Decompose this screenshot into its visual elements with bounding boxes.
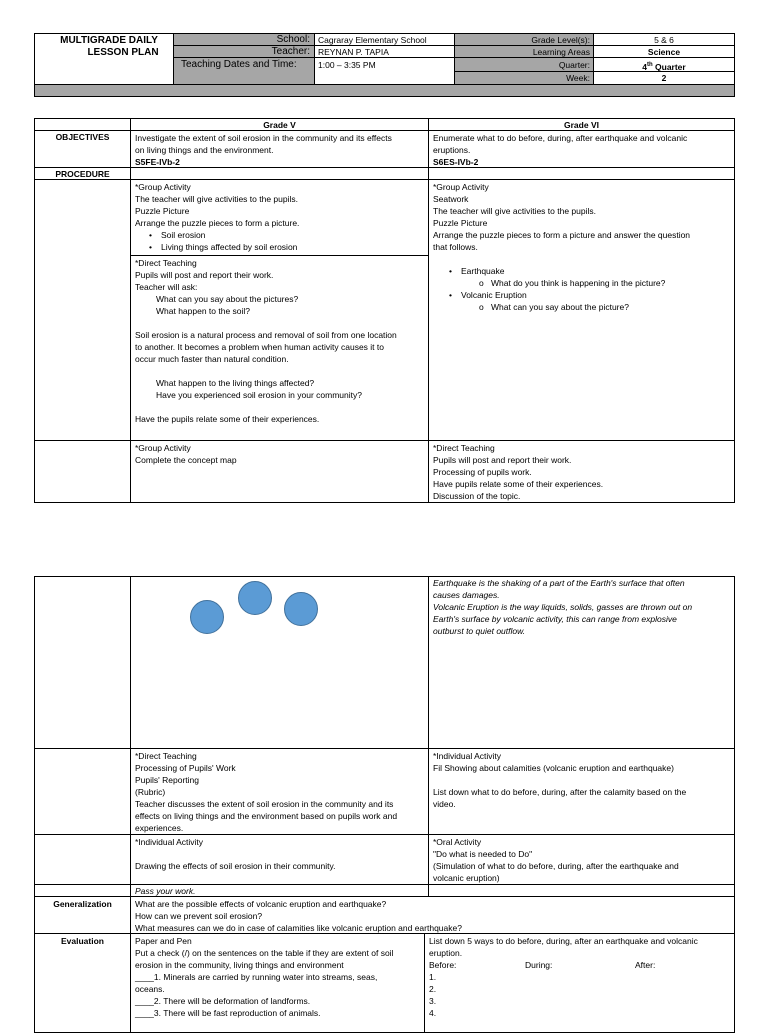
t2-blank-left-2 [34,748,131,835]
g6-oral-line: "Do what is needed to Do" [433,849,533,859]
g6-individual-line: *Individual Activity [433,751,502,761]
g5-direct2-line: *Direct Teaching [135,751,197,761]
definition-line: Earth's surface by volcanic activity, this can range from explosive [433,614,677,624]
g6-direct-line: Discussion of the topic. [433,491,521,501]
eval6-after: After: [635,960,656,970]
g5-direct-line: *Direct Teaching [135,258,197,268]
g5-question: Have you experienced soil erosion in your community? [156,390,362,400]
g5-direct-teaching [130,255,429,441]
g5-direct-line: Teacher will ask: [135,282,198,292]
g5-activity-line: *Group Activity [135,182,191,192]
g5-concept-line: *Group Activity [135,443,191,453]
g5-direct2-line: Teacher discusses the extent of soil erosion in the community and its [135,799,394,809]
g5-paragraph-line: Soil erosion is a natural process and removal of soil from one location [135,330,397,340]
g6-individual-line: List down what to do before, during, after the calamity based on the [433,787,687,797]
definition-line: Earthquake is the shaking of a part of the Earth's surface that often [433,578,685,588]
obj6-line: Enumerate what to do before, during, after earthquake and volcanic [433,133,688,143]
eval5-line: ____1. Minerals are carried by running water into streams, seas, [135,972,378,982]
objectives-grade6 [428,130,735,168]
g5-direct-line: Pupils will post and report their work. [135,270,274,280]
areas-value: Science [647,47,681,57]
school-value: Cagraray Elementary School [318,35,427,45]
g6-activity-line: The teacher will give activities to the pupils. [433,206,596,216]
eval6-num: 2. [429,984,437,994]
g6-sub-item: o What do you think is happening in the picture? [479,278,666,288]
g6-oral-line: volcanic eruption) [433,873,500,883]
g6-group-activity [428,179,735,441]
week-label-cell [454,71,594,85]
obj6-code: S6ES-IVb-2 [433,157,479,167]
g5-direct2-line: Pupils' Reporting [135,775,199,785]
obj5-code: S5FE-IVb-2 [135,157,180,167]
eval5-line: Put a check (/) on the sentences on the table if they are extent of soil [135,948,394,958]
g6-bullet-item: • Earthquake [449,266,505,276]
g5-direct2-line: (Rubric) [135,787,166,797]
objectives-grade5 [130,130,429,168]
g6-bullet-item: • Volcanic Eruption [449,290,527,300]
g6-individual-line: video. [433,799,456,809]
obj6-line: eruptions. [433,145,471,155]
eval6-num: 1. [429,972,437,982]
concept-map-circle [238,581,272,615]
g5-concept-map-diagram [130,576,429,749]
dates-value-cell [314,57,455,85]
grade-label: Grade Level(s): [531,35,590,45]
week-label: Week: [566,73,590,83]
g5-question: What happen to the soil? [156,306,251,316]
g6-oral-line: (Simulation of what to do before, during, after the earthquake and [433,861,679,871]
pass-work: Pass your work. [130,884,429,897]
dates-label: Teaching Dates and Time: [181,59,297,70]
g6-individual-activity [428,748,735,835]
teacher-label: Teacher: [271,46,310,57]
eval6-before: Before: [429,960,457,970]
header-title-line1: MULTIGRADE DAILY [60,35,158,46]
g5-direct-teaching-2 [130,748,429,835]
t2-blank-left-3 [34,834,131,885]
g6-activity-line: Arrange the puzzle pieces to form a picture and answer the question [433,230,691,240]
dates-value: 1:00 – 3:35 PM [318,60,376,70]
g6-activity-line: Seatwork [433,194,469,204]
t1-blank-left-1 [34,179,131,441]
eval6-during: During: [525,960,553,970]
g5-direct2-line: effects on living things and the environment based on pupils work and [135,811,398,821]
g6-activity-line: *Group Activity [433,182,489,192]
g5-activity-line: Puzzle Picture [135,206,190,216]
g5-question: What happen to the living things affected? [156,378,315,388]
t2-blank-left-1 [34,576,131,749]
g5-direct2-line: experiences. [135,823,184,833]
quarter-label-cell [454,57,594,72]
quarter-label: Quarter: [558,60,590,70]
eval5-line: erosion in the community, living things and environment [135,960,344,970]
week-value: 2 [661,73,667,83]
g6-direct-line: Pupils will post and report their work. [433,455,572,465]
g6-sub-item: o What can you say about the picture? [479,302,629,312]
eval5-line: Paper and Pen [135,936,192,946]
quarter-value: 4th Quarter [642,61,686,72]
g5-activity-line: Arrange the puzzle pieces to form a picture. [135,218,300,228]
g6-oral-activity [428,834,735,885]
eval6-num: 4. [429,1008,437,1018]
obj5-line: Investigate the extent of soil erosion in the community and its effects [135,133,392,143]
school-label: School: [276,34,310,45]
obj5-line: on living things and the environment. [135,145,274,155]
g5-individual-activity [130,834,429,885]
definition-line: Volcanic Eruption is the way liquids, solids, gasses are thrown out on [433,602,693,612]
g5-direct2-line: Processing of Pupils' Work [135,763,236,773]
eval5-line: oceans. [135,984,165,994]
g5-activity-line: The teacher will give activities to the pupils. [135,194,298,204]
generalization-content [130,896,735,934]
eval6-line: List down 5 ways to do before, during, after an earthquake and volcanic [429,936,698,946]
generalization-line: What are the possible effects of volcanic eruption and earthquake? [135,899,387,909]
definition-line: causes damages. [433,590,500,600]
header-title-line2: LESSON PLAN [87,47,159,58]
eval-grade6 [424,933,735,1033]
g6-direct-teaching [428,440,735,503]
areas-label: Learning Areas [532,47,590,57]
objectives-label: OBJECTIVES [34,130,131,168]
week-value-cell [593,71,735,85]
g5-question: What can you say about the pictures? [156,294,299,304]
generalization-label: Generalization [34,896,131,934]
g6-individual-line: Fil Showing about calamities (volcanic eruption and earthquake) [433,763,674,773]
evaluation-label: Evaluation [34,933,131,1033]
g6-activity-line: that follows. [433,242,478,252]
g6-definitions [428,576,735,749]
g6-oral-line: *Oral Activity [433,837,482,847]
g5-group-activity [130,179,429,256]
g6-direct-line: *Direct Teaching [433,443,495,453]
eval5-line: ____3. There will be fast reproduction of animals. [135,1008,321,1018]
eval6-line: eruption. [429,948,463,958]
g5-concept-line: Complete the concept map [135,455,237,465]
g5-paragraph-line: occur much faster than natural condition. [135,354,289,364]
eval5-line: ____2. There will be deformation of landforms. [135,996,311,1006]
eval6-num: 3. [429,996,437,1006]
g5-bullet-item: • Soil erosion [149,230,206,240]
g5-concept-map [130,440,429,503]
g6-direct-line: Have pupils relate some of their experiences. [433,479,604,489]
quarter-value-cell [593,57,735,72]
grade6-header: Grade VI [428,118,735,131]
g5-individual-line: *Individual Activity [135,837,204,847]
g5-relate: Have the pupils relate some of their experiences. [135,414,320,424]
concept-map-circle [190,600,224,634]
g5-individual-line: Drawing the effects of soil erosion in their community. [135,861,336,871]
t1-blank-left-2 [34,440,131,503]
dates-label-cell [173,57,315,85]
g6-activity-line: Puzzle Picture [433,218,488,228]
generalization-line: What measures can we do in case of calamities like volcanic eruption and earthquake? [135,923,462,933]
eval-grade5 [130,933,425,1033]
concept-map-circle [284,592,318,626]
grade-value: 5 & 6 [654,35,674,45]
g5-bullet-item: • Living things affected by soil erosion [149,242,298,252]
teacher-value: REYNAN P. TAPIA [318,47,389,57]
eval6-columns [429,959,730,971]
header-title-cell [34,33,174,85]
grade5-header: Grade V [130,118,429,131]
g6-direct-line: Processing of pupils work. [433,467,532,477]
procedure-label: PROCEDURE [34,167,131,180]
generalization-line: How can we prevent soil erosion? [135,911,263,921]
header-grey-bar [34,84,735,97]
g5-paragraph-line: to another. It becomes a problem when human activity causes it to [135,342,384,352]
definition-line: outburst to quiet outflow. [433,626,526,636]
